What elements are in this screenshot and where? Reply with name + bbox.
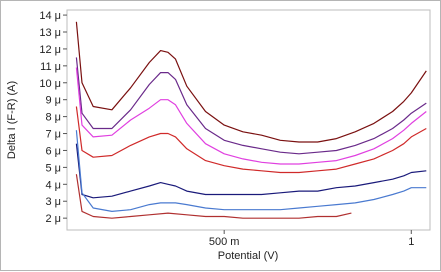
x-axis-title: Potential (V) bbox=[217, 250, 279, 262]
plot-area bbox=[67, 10, 430, 230]
y-tick-label: 14 μ bbox=[39, 10, 61, 23]
y-axis-title: Delta I (F-R) (A) bbox=[6, 80, 18, 160]
chart bbox=[1, 1, 441, 272]
y-axis bbox=[39, 10, 67, 225]
x-tick-label: 500 m bbox=[208, 236, 240, 248]
x-axis bbox=[209, 230, 414, 248]
y-tick-label: 2 μ bbox=[45, 213, 61, 226]
y-tick-label: 11 μ bbox=[40, 60, 61, 73]
y-tick-label: 4 μ bbox=[45, 179, 61, 192]
y-tick-label: 12 μ bbox=[39, 43, 61, 56]
y-tick-label: 8 μ bbox=[45, 111, 61, 124]
y-tick-label: 7 μ bbox=[45, 128, 61, 141]
x-tick-label: 1 bbox=[408, 236, 415, 248]
y-tick-label: 10 μ bbox=[39, 77, 61, 90]
y-tick-label: 9 μ bbox=[45, 94, 61, 107]
y-tick-label: 5 μ bbox=[45, 162, 61, 175]
y-tick-label: 13 μ bbox=[39, 27, 61, 39]
y-tick-label: 6 μ bbox=[45, 145, 61, 158]
y-tick-label: 3 μ bbox=[45, 196, 61, 209]
